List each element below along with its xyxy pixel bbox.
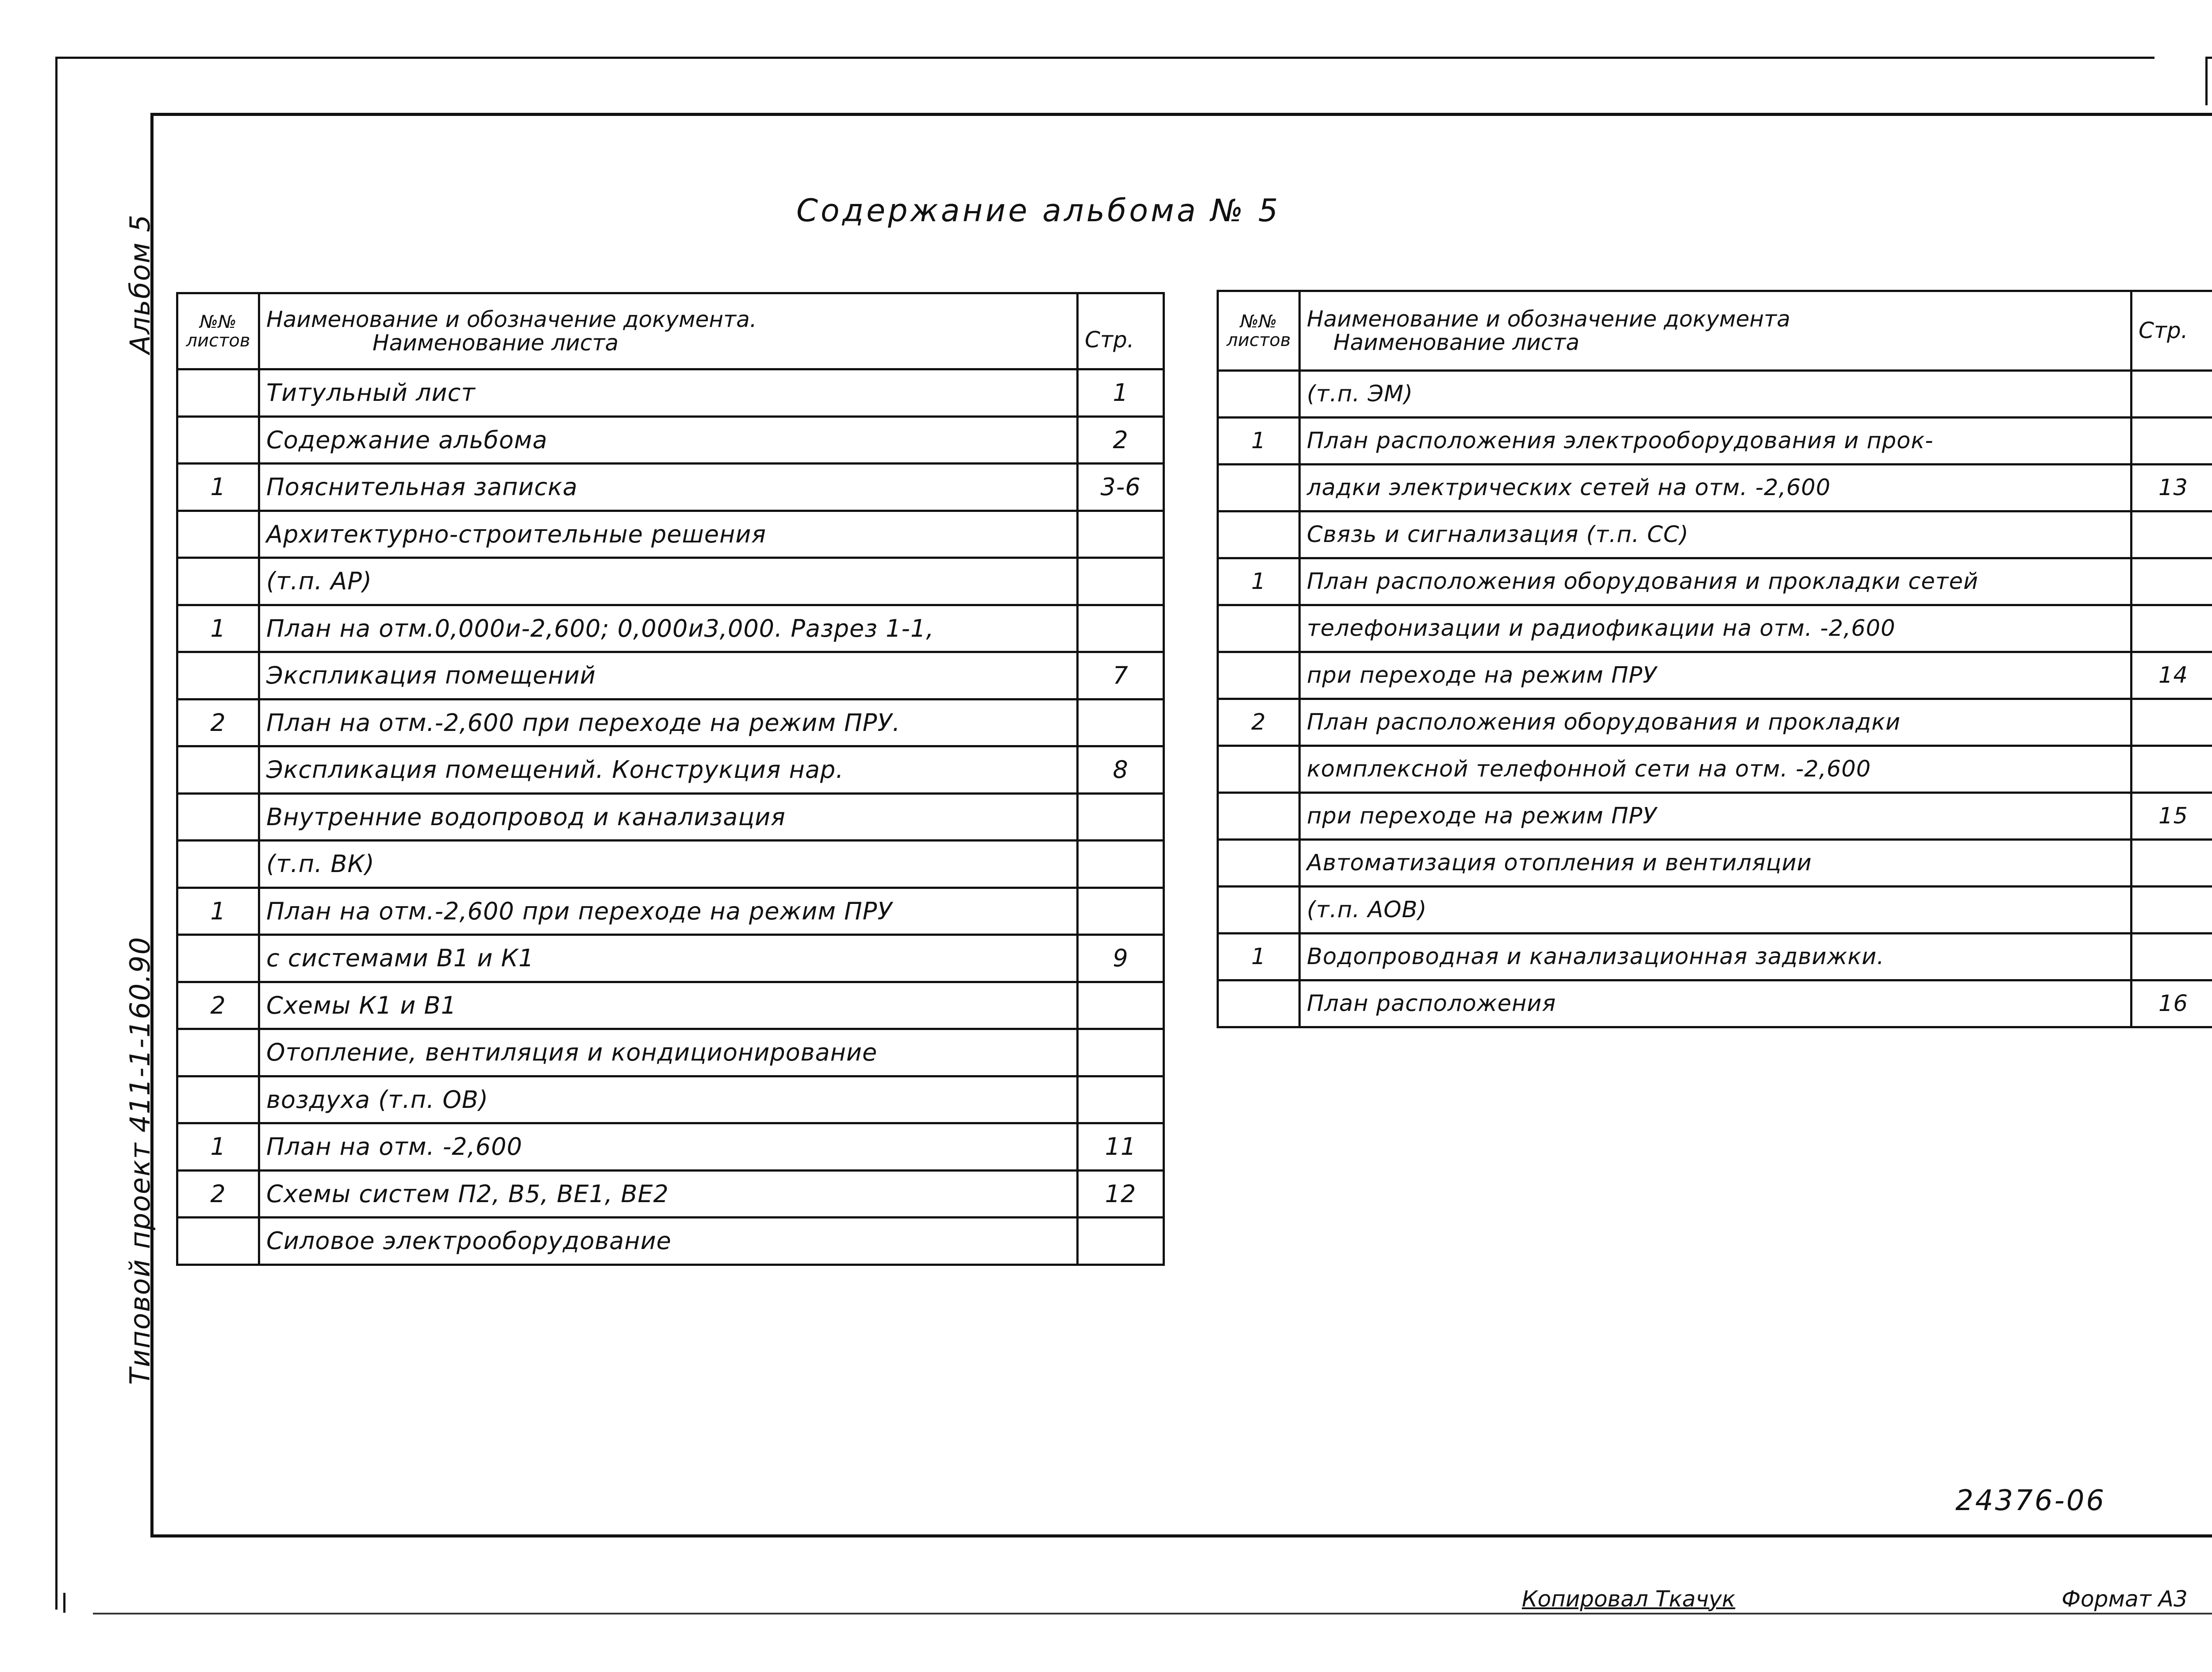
page-number-cell (2131, 511, 2212, 558)
table-row (177, 1029, 1164, 1076)
outer-frame-bottom (93, 1613, 2212, 1614)
table-row (177, 841, 1164, 888)
document-code: 24376-06 (1955, 1484, 2106, 1517)
page-number-cell (1078, 888, 1164, 935)
sheet-number-cell: 2 (177, 699, 259, 746)
sheet-number-cell: 2 (1218, 699, 1300, 746)
table-row (177, 369, 1164, 417)
toc-table-right (1217, 290, 2212, 1028)
sheet-name-cell: Экспликация помещений. Конструкция нар. (259, 746, 1078, 794)
sheet-name-cell: Связь и сигнализация (т.п. СС) (1300, 511, 2131, 558)
sheet-number-cell (1218, 511, 1300, 558)
sheet-number-cell: 1 (177, 464, 259, 511)
sheet-number-cell (1218, 980, 1300, 1027)
page-number-cell: 8 (1078, 746, 1164, 794)
table-row (177, 935, 1164, 982)
page-number-cell (2131, 934, 2212, 980)
sheet-name-cell: Содержание альбома (259, 416, 1078, 464)
page-number-cell (1078, 1218, 1164, 1265)
table-row (1218, 465, 2212, 511)
sheet-name-cell: Схемы систем П2, В5, ВЕ1, ВЕ2 (259, 1170, 1078, 1218)
outer-frame-corner-left (2205, 57, 2208, 105)
document-name-header-line2: Наименование листа (1333, 329, 1580, 355)
page-number-cell: 14 (2131, 652, 2212, 699)
page-number-cell (1078, 1029, 1164, 1076)
sheet-number-cell (1218, 465, 1300, 511)
table-row (1218, 840, 2212, 887)
sheet-name-cell: телефонизации и радиофикации на отм. -2,600 (1300, 605, 2131, 652)
table-row (1218, 887, 2212, 934)
toc-left-body (177, 369, 1164, 1265)
sheet-number-cell (1218, 371, 1300, 418)
page-number-cell (1078, 793, 1164, 841)
page-number-cell (2131, 605, 2212, 652)
sheet-name-cell: План на отм. -2,600 (259, 1123, 1078, 1171)
sheet-name-cell: Архитектурно-строительные решения (259, 511, 1078, 558)
page-number-cell: 16 (2131, 980, 2212, 1027)
page-number-cell (1078, 558, 1164, 605)
document-name-header-line1: Наименование и обозначение документа (1307, 306, 1790, 332)
sheet-name-cell: Автоматизация отопления и вентиляции (1300, 840, 2131, 887)
sheet-number-header: №№ листов (1218, 291, 1300, 371)
sheet-number-cell (177, 1218, 259, 1265)
page-number-cell: 2 (1078, 416, 1164, 464)
sheet-name-cell: План расположения (1300, 980, 2131, 1027)
sheet-number-cell (177, 793, 259, 841)
sheet-number-cell (177, 511, 259, 558)
table-row (177, 464, 1164, 511)
sheet-name-cell: Пояснительная записка (259, 464, 1078, 511)
table-row (1218, 371, 2212, 418)
table-row (177, 1076, 1164, 1123)
table-header-row (177, 293, 1164, 369)
sheet-name-cell: (т.п. ВК) (259, 841, 1078, 888)
table-row (177, 1123, 1164, 1171)
sheet-number-cell (177, 1076, 259, 1123)
document-name-header (259, 293, 1078, 369)
sheet-name-cell: План на отм.-2,600 при переходе на режим ПРУ (259, 888, 1078, 935)
document-name-header (1300, 291, 2131, 371)
outer-frame-left-tick (63, 1593, 65, 1613)
page-number-cell (1078, 982, 1164, 1029)
sheet-name-cell: комплексной телефонной сети на отм. -2,600 (1300, 746, 2131, 793)
table-row (177, 888, 1164, 935)
sheet-number-cell (177, 746, 259, 794)
table-header-row (1218, 291, 2212, 371)
page-number-cell (1078, 605, 1164, 652)
table-row (177, 1218, 1164, 1265)
table-row (177, 416, 1164, 464)
sheet-name-cell: (т.п. ЭМ) (1300, 371, 2131, 418)
table-row (1218, 605, 2212, 652)
sheet-number-cell: 1 (177, 1123, 259, 1171)
sheet-number-cell (177, 558, 259, 605)
outer-frame-left (55, 57, 58, 1610)
sheet-format: Формат А3 (2062, 1586, 2188, 1612)
sheet-name-cell: План расположения электрооборудования и прок- (1300, 418, 2131, 465)
document-name-header-line2: Наименование листа (373, 330, 619, 356)
sheet-name-cell: (т.п. АОВ) (1300, 887, 2131, 934)
sheet-name-cell: Титульный лист (259, 369, 1078, 417)
page-number-cell (2131, 746, 2212, 793)
page-number-cell: 12 (1078, 1170, 1164, 1218)
table-row (1218, 980, 2212, 1027)
table-row (177, 558, 1164, 605)
sheet-name-cell: Отопление, вентиляция и кондиционирование (259, 1029, 1078, 1076)
sheet-number-header: №№ листов (177, 293, 259, 369)
table-row (1218, 511, 2212, 558)
page-number-cell: 15 (2131, 793, 2212, 840)
page-number-cell (2131, 887, 2212, 934)
sheet-number-cell: 1 (177, 605, 259, 652)
sheet-name-cell: План расположения оборудования и прокладки сетей (1300, 558, 2131, 605)
page-number-cell: 1 (1078, 369, 1164, 417)
sheet-name-cell: Экспликация помещений (259, 652, 1078, 700)
table-row (177, 793, 1164, 841)
page-title: Содержание альбома № 5 (796, 192, 1281, 229)
page-header: Стр. (2131, 291, 2212, 371)
side-album-label: Альбом 5 (124, 214, 156, 354)
sheet-number-cell (1218, 840, 1300, 887)
sheet-number-cell: 1 (1218, 558, 1300, 605)
sheet-name-cell: Схемы К1 и В1 (259, 982, 1078, 1029)
sheet-name-cell: План расположения оборудования и прокладки (1300, 699, 2131, 746)
sheet-number-cell (1218, 746, 1300, 793)
toc-right-body (1218, 371, 2212, 1027)
outer-frame-top (55, 57, 2154, 59)
page-number-cell: 13 (2131, 465, 2212, 511)
table-row (177, 605, 1164, 652)
page-number-cell (1078, 841, 1164, 888)
sheet-name-cell: Водопроводная и канализационная задвижки. (1300, 934, 2131, 980)
table-row (1218, 418, 2212, 465)
sheet-number-cell: 1 (177, 888, 259, 935)
page-number-cell (2131, 840, 2212, 887)
copied-by-signature: Копировал Ткачук (1522, 1586, 1736, 1612)
toc-table-left (176, 292, 1165, 1266)
table-row (1218, 699, 2212, 746)
sheet-name-cell: воздуха (т.п. ОВ) (259, 1076, 1078, 1123)
table-row (1218, 793, 2212, 840)
sheet-number-cell: 1 (1218, 418, 1300, 465)
sheet-number-cell (177, 652, 259, 700)
page-number-cell: 11 (1078, 1123, 1164, 1171)
sheet-number-cell (1218, 887, 1300, 934)
page-number-cell (1078, 699, 1164, 746)
sheet-name-cell: при переходе на режим ПРУ (1300, 652, 2131, 699)
table-row (177, 699, 1164, 746)
table-row (177, 1170, 1164, 1218)
sheet-name-cell: Внутренние водопровод и канализация (259, 793, 1078, 841)
sheet-number-cell: 2 (177, 1170, 259, 1218)
sheet-number-cell (177, 935, 259, 982)
table-row (1218, 746, 2212, 793)
page-number-cell: 9 (1078, 935, 1164, 982)
table-row (1218, 934, 2212, 980)
page-number-cell (2131, 699, 2212, 746)
sheet-number-cell (177, 369, 259, 417)
page-number-cell: 7 (1078, 652, 1164, 700)
side-project-label: Типовой проект 411-1-160.90 (124, 936, 156, 1385)
page-number-cell: 3-6 (1078, 464, 1164, 511)
sheet-name-cell: при переходе на режим ПРУ (1300, 793, 2131, 840)
page-number-cell (2131, 371, 2212, 418)
table-row (177, 652, 1164, 700)
table-row (177, 511, 1164, 558)
page-number-cell (1078, 1076, 1164, 1123)
sheet-name-cell: План на отм.0,000и-2,600; 0,000и3,000. Разрез 1-1, (259, 605, 1078, 652)
page-number-cell (1078, 511, 1164, 558)
sheet-number-cell (177, 841, 259, 888)
sheet-name-cell: ладки электрических сетей на отм. -2,600 (1300, 465, 2131, 511)
page-number-cell (2131, 418, 2212, 465)
sheet-name-cell: Силовое электрооборудование (259, 1218, 1078, 1265)
sheet-number-cell: 2 (177, 982, 259, 1029)
sheet-number-cell (1218, 793, 1300, 840)
table-row (1218, 558, 2212, 605)
sheet-number-cell (1218, 652, 1300, 699)
table-row (177, 982, 1164, 1029)
table-row (177, 746, 1164, 794)
sheet-number-cell: 1 (1218, 934, 1300, 980)
sheet-number-cell (1218, 605, 1300, 652)
sheet-name-cell: (т.п. АР) (259, 558, 1078, 605)
sheet-number-cell (177, 416, 259, 464)
document-name-header-line1: Наименование и обозначение документа. (266, 307, 757, 332)
page-header: Стр. (1078, 293, 1164, 369)
sheet-number-cell (177, 1029, 259, 1076)
page-number-cell (2131, 558, 2212, 605)
sheet-name-cell: с системами В1 и К1 (259, 935, 1078, 982)
table-row (1218, 652, 2212, 699)
sheet-name-cell: План на отм.-2,600 при переходе на режим ПРУ. (259, 699, 1078, 746)
